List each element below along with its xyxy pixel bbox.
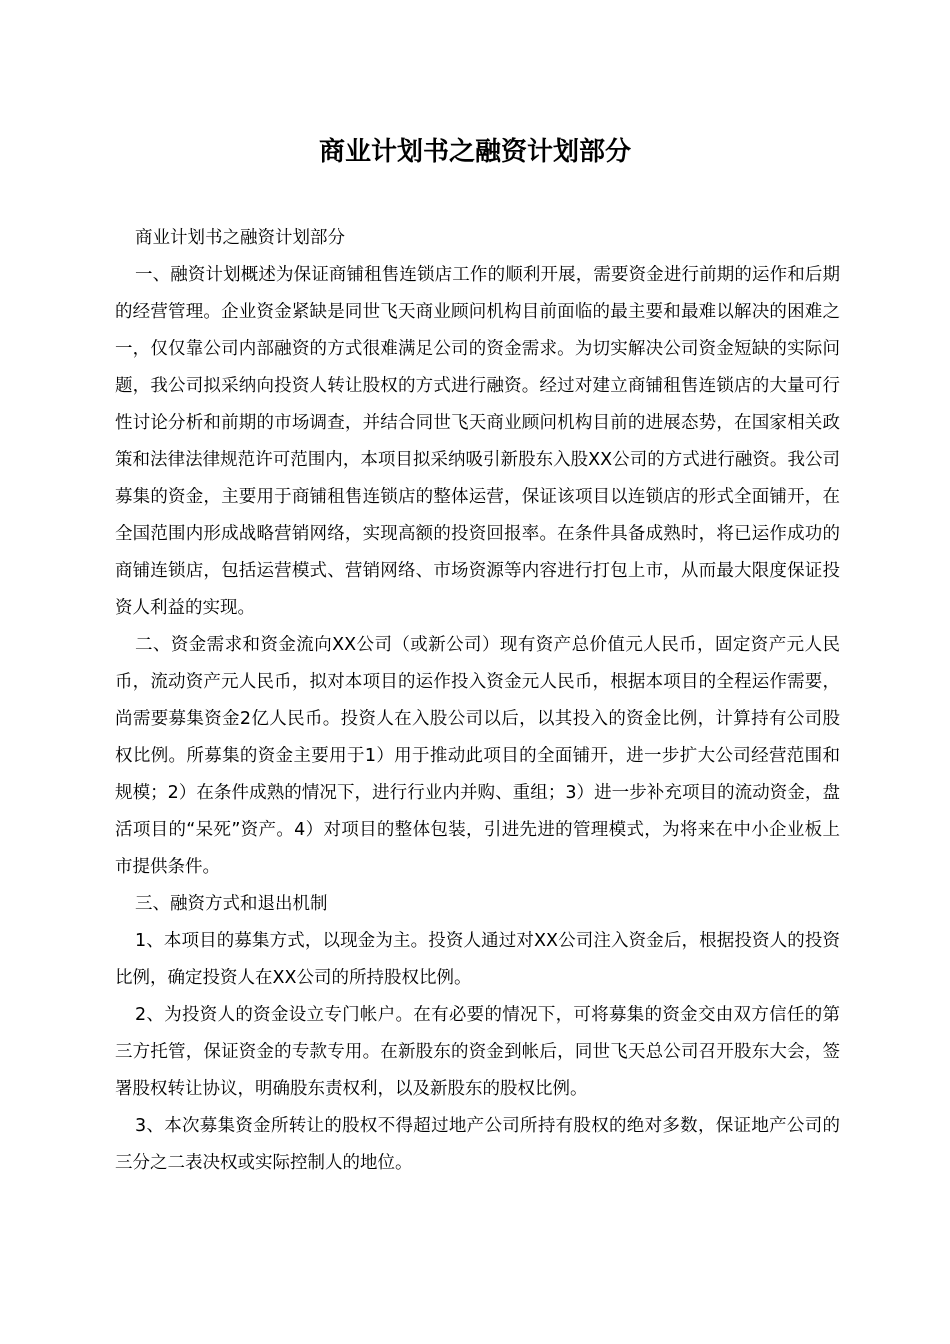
paragraph-item-2: 2、为投资人的资金设立专门帐户。在有必要的情况下，可将募集的资金交由双方信任的第三方托管，保证资金的专款专用。在新股东的资金到帐后，同世飞天总公司召开股东大会，签署股权转让协议，明确股东责权利，以及新股东的股权比例。 bbox=[115, 1005, 840, 1099]
paragraph-subtitle: 商业计划书之融资计划部分 bbox=[135, 228, 345, 248]
paragraph-section-2: 二、资金需求和资金流向XX公司（或新公司）现有资产总价值元人民币，固定资产元人民币，流动资产元人民币，拟对本项目的运作投入资金元人民币，根据本项目的全程运作需要，尚需要募集资金2亿人民币。投资人在入股公司以后，以其投入的资金比例，计算持有公司股权比例。所募集的资金主要用于1）用于推动此项目的全面铺开，进一步扩大公司经营范围和规模；2）在条件成熟的情况下，进行行业内并购、重组；3）进一步补充项目的流动资金，盘活项目的“呆死”资产。4）对项目的整体包装，引进先进的管理模式，为将来在中小企业板上市提供条件。 bbox=[115, 635, 840, 877]
document-body bbox=[115, 220, 840, 1182]
document-title: 商业计划书之融资计划部分 bbox=[318, 137, 631, 167]
paragraph-section-1: 一、融资计划概述为保证商铺租售连锁店工作的顺利开展，需要资金进行前期的运作和后期的经营管理。企业资金紧缺是同世飞天商业顾问机构目前面临的最主要和最难以解决的困难之一，仅仅靠公司内部融资的方式很难满足公司的资金需求。为切实解决公司资金短缺的实际问题，我公司拟采纳向投资人转让股权的方式进行融资。经过对建立商铺租售连锁店的大量可行性讨论分析和前期的市场调查，并结合同世飞天商业顾问机构目前的进展态势，在国家相关政策和法律法律规范许可范围内，本项目拟采纳吸引新股东入股XX公司的方式进行融资。我公司募集的资金，主要用于商铺租售连锁店的整体运营，保证该项目以连锁店的形式全面铺开，在全国范围内形成战略营销网络，实现高额的投资回报率。在条件具备成熟时，将已运作成功的商铺连锁店，包括运营模式、营销网络、市场资源等内容进行打包上市，从而最大限度保证投资人利益的实现。 bbox=[115, 265, 840, 618]
paragraph-item-3: 3、本次募集资金所转让的股权不得超过地产公司所持有股权的绝对多数，保证地产公司的三分之二表决权或实际控制人的地位。 bbox=[115, 1116, 840, 1173]
paragraph-section-3-heading: 三、融资方式和退出机制 bbox=[135, 894, 328, 914]
paragraph-item-1: 1、本项目的募集方式，以现金为主。投资人通过对XX公司注入资金后，根据投资人的投资比例，确定投资人在XX公司的所持股权比例。 bbox=[115, 931, 840, 988]
